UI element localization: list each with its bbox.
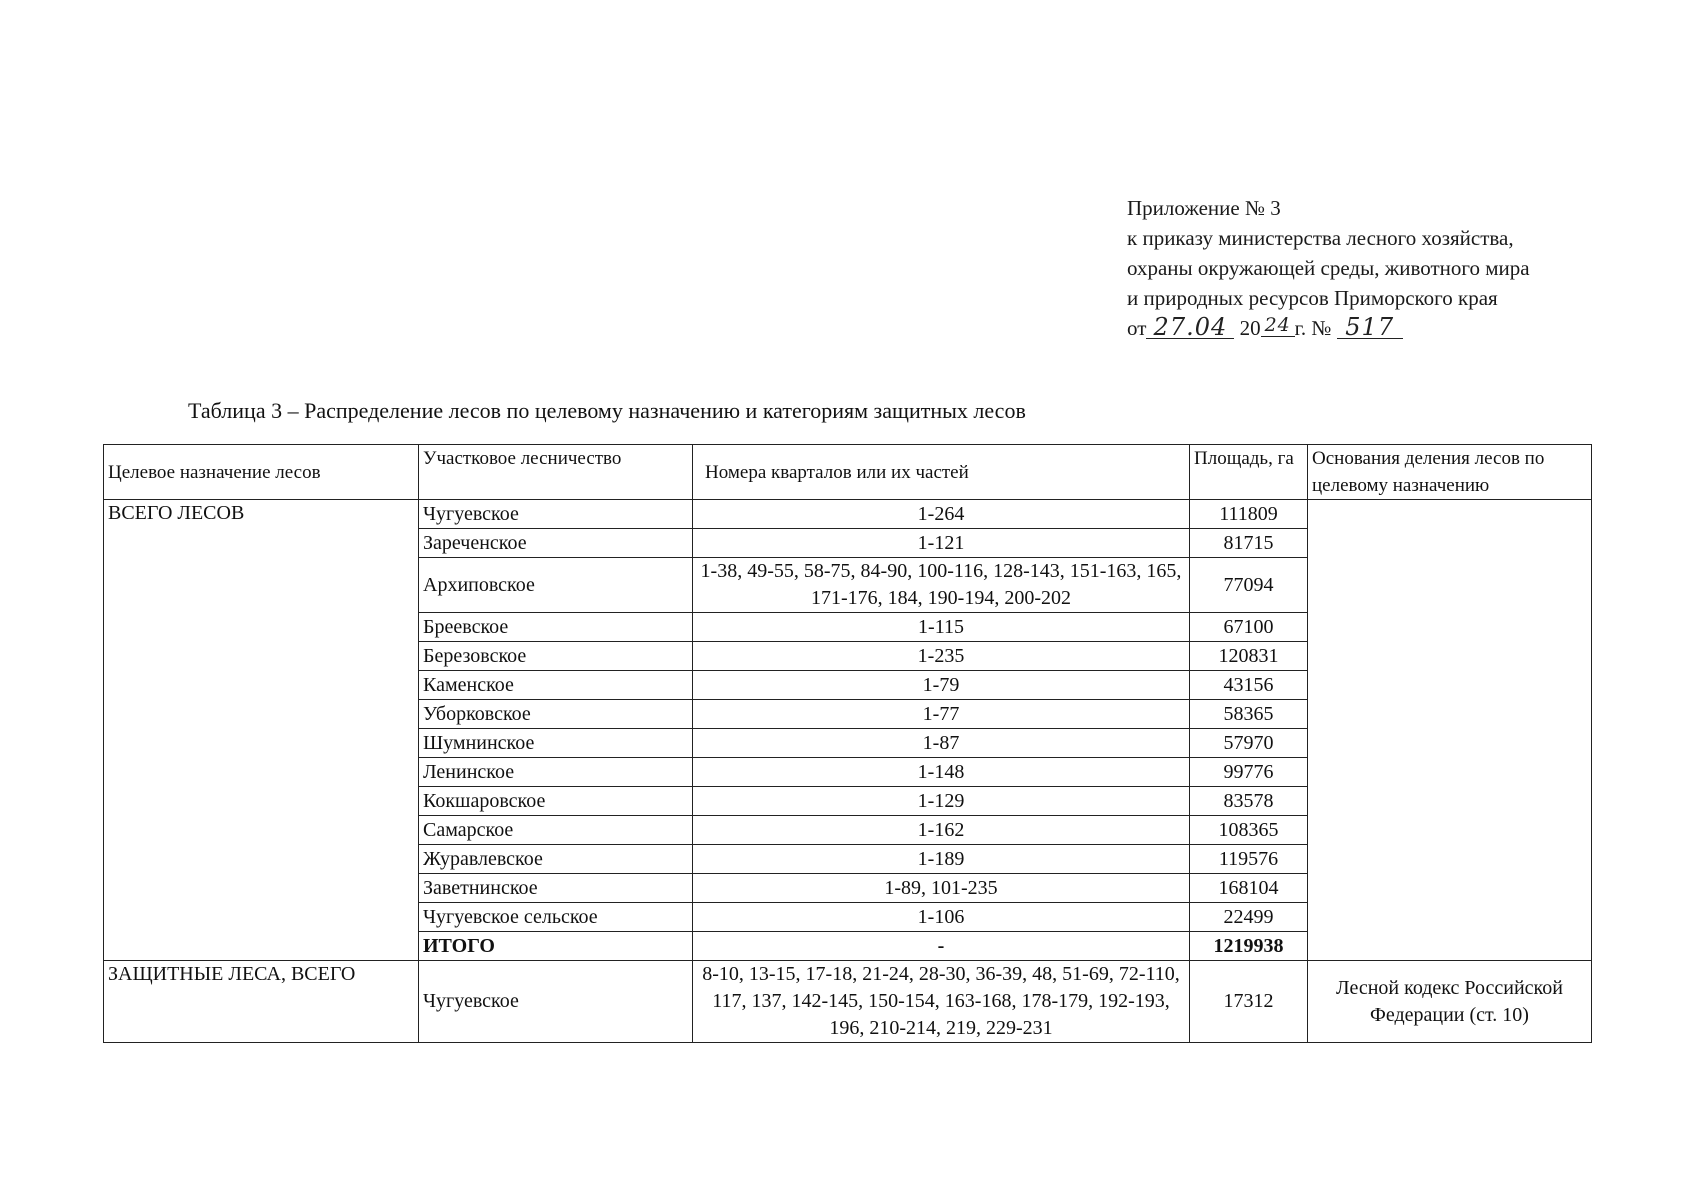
quarters-cell: 1-38, 49-55, 58-75, 84-90, 100-116, 128-143, 151-163, 165, 171-176, 184, 190-194, 200-202 bbox=[693, 558, 1190, 613]
quarters-cell: 1-189 bbox=[693, 845, 1190, 874]
quarters-cell: 1-89, 101-235 bbox=[693, 874, 1190, 903]
quarters-cell: 1-87 bbox=[693, 729, 1190, 758]
area-cell: 43156 bbox=[1190, 671, 1308, 700]
appendix-date-number-line bbox=[1127, 313, 1530, 343]
forest-distribution-table bbox=[103, 444, 1592, 1043]
header-district: Участковое лесничество bbox=[419, 445, 693, 500]
appendix-order-line: к приказу министерства лесного хозяйства, bbox=[1127, 226, 1514, 250]
handwritten-order-number: 517 bbox=[1337, 316, 1403, 339]
quarters-cell: 1-264 bbox=[693, 500, 1190, 529]
area-cell: 168104 bbox=[1190, 874, 1308, 903]
appendix-ministry-line: охраны окружающей среды, животного мира bbox=[1127, 256, 1530, 280]
header-quarters: Номера кварталов или их частей bbox=[693, 445, 1190, 500]
table-row bbox=[104, 500, 1592, 529]
header-area: Площадь, га bbox=[1190, 445, 1308, 500]
appendix-block bbox=[1127, 193, 1530, 343]
total-area: 1219938 bbox=[1190, 932, 1308, 961]
quarters-cell: 1-77 bbox=[693, 700, 1190, 729]
district-cell: Самарское bbox=[419, 816, 693, 845]
area-cell: 67100 bbox=[1190, 613, 1308, 642]
quarters-cell: 1-121 bbox=[693, 529, 1190, 558]
area-cell: 83578 bbox=[1190, 787, 1308, 816]
district-cell: Журавлевское bbox=[419, 845, 693, 874]
quarters-cell: 1-129 bbox=[693, 787, 1190, 816]
area-cell: 22499 bbox=[1190, 903, 1308, 932]
area-cell: 108365 bbox=[1190, 816, 1308, 845]
district-cell: Архиповское bbox=[419, 558, 693, 613]
area-cell: 17312 bbox=[1190, 961, 1308, 1043]
quarters-cell: 1-115 bbox=[693, 613, 1190, 642]
appendix-title: Приложение № 3 bbox=[1127, 196, 1281, 220]
handwritten-date: 27.04 bbox=[1146, 316, 1234, 339]
area-cell: 99776 bbox=[1190, 758, 1308, 787]
district-cell: Березовское bbox=[419, 642, 693, 671]
area-cell: 77094 bbox=[1190, 558, 1308, 613]
district-cell: Заветнинское bbox=[419, 874, 693, 903]
header-purpose: Целевое назначение лесов bbox=[104, 445, 419, 500]
area-cell: 57970 bbox=[1190, 729, 1308, 758]
quarters-cell: 1-106 bbox=[693, 903, 1190, 932]
district-cell: Уборковское bbox=[419, 700, 693, 729]
area-cell: 81715 bbox=[1190, 529, 1308, 558]
table-row bbox=[104, 961, 1592, 1043]
table-caption: Таблица 3 – Распределение лесов по целевому назначению и категориям защитных лесов bbox=[188, 398, 1026, 423]
area-cell: 111809 bbox=[1190, 500, 1308, 529]
district-cell: Чугуевское bbox=[419, 500, 693, 529]
district-cell: Зареченское bbox=[419, 529, 693, 558]
header-basis: Основания деления лесов по целевому назначению bbox=[1308, 445, 1592, 500]
quarters-cell: 8-10, 13-15, 17-18, 21-24, 28-30, 36-39, 48, 51-69, 72-110, 117, 137, 142-145, 150-154, 163-168, 178-179, 192-193, 196, 210-214, 219, 229-231 bbox=[693, 961, 1190, 1043]
appendix-region-line: и природных ресурсов Приморского края bbox=[1127, 286, 1498, 310]
quarters-cell: 1-162 bbox=[693, 816, 1190, 845]
section-label-total: ВСЕГО ЛЕСОВ bbox=[104, 500, 419, 961]
from-label: от bbox=[1127, 316, 1147, 340]
quarters-cell: 1-148 bbox=[693, 758, 1190, 787]
district-cell: Шумнинское bbox=[419, 729, 693, 758]
area-cell: 120831 bbox=[1190, 642, 1308, 671]
basis-cell-empty bbox=[1308, 500, 1592, 961]
table-header-row bbox=[104, 445, 1592, 500]
basis-cell: Лесной кодекс Российской Федерации (ст. 10) bbox=[1308, 961, 1592, 1043]
handwritten-year: 24 bbox=[1261, 314, 1295, 337]
district-cell: Чугуевское bbox=[419, 961, 693, 1043]
section-label-protective: ЗАЩИТНЫЕ ЛЕСА, ВСЕГО bbox=[104, 961, 419, 1043]
quarters-cell: 1-79 bbox=[693, 671, 1190, 700]
area-cell: 119576 bbox=[1190, 845, 1308, 874]
area-cell: 58365 bbox=[1190, 700, 1308, 729]
year-suffix-number-label: г. № bbox=[1294, 316, 1332, 340]
quarters-cell: 1-235 bbox=[693, 642, 1190, 671]
district-cell: Ленинское bbox=[419, 758, 693, 787]
year-prefix: 20 bbox=[1239, 316, 1261, 340]
district-cell: Чугуевское сельское bbox=[419, 903, 693, 932]
total-label: ИТОГО bbox=[419, 932, 693, 961]
district-cell: Кокшаровское bbox=[419, 787, 693, 816]
district-cell: Бреевское bbox=[419, 613, 693, 642]
total-quarters: - bbox=[693, 932, 1190, 961]
district-cell: Каменское bbox=[419, 671, 693, 700]
